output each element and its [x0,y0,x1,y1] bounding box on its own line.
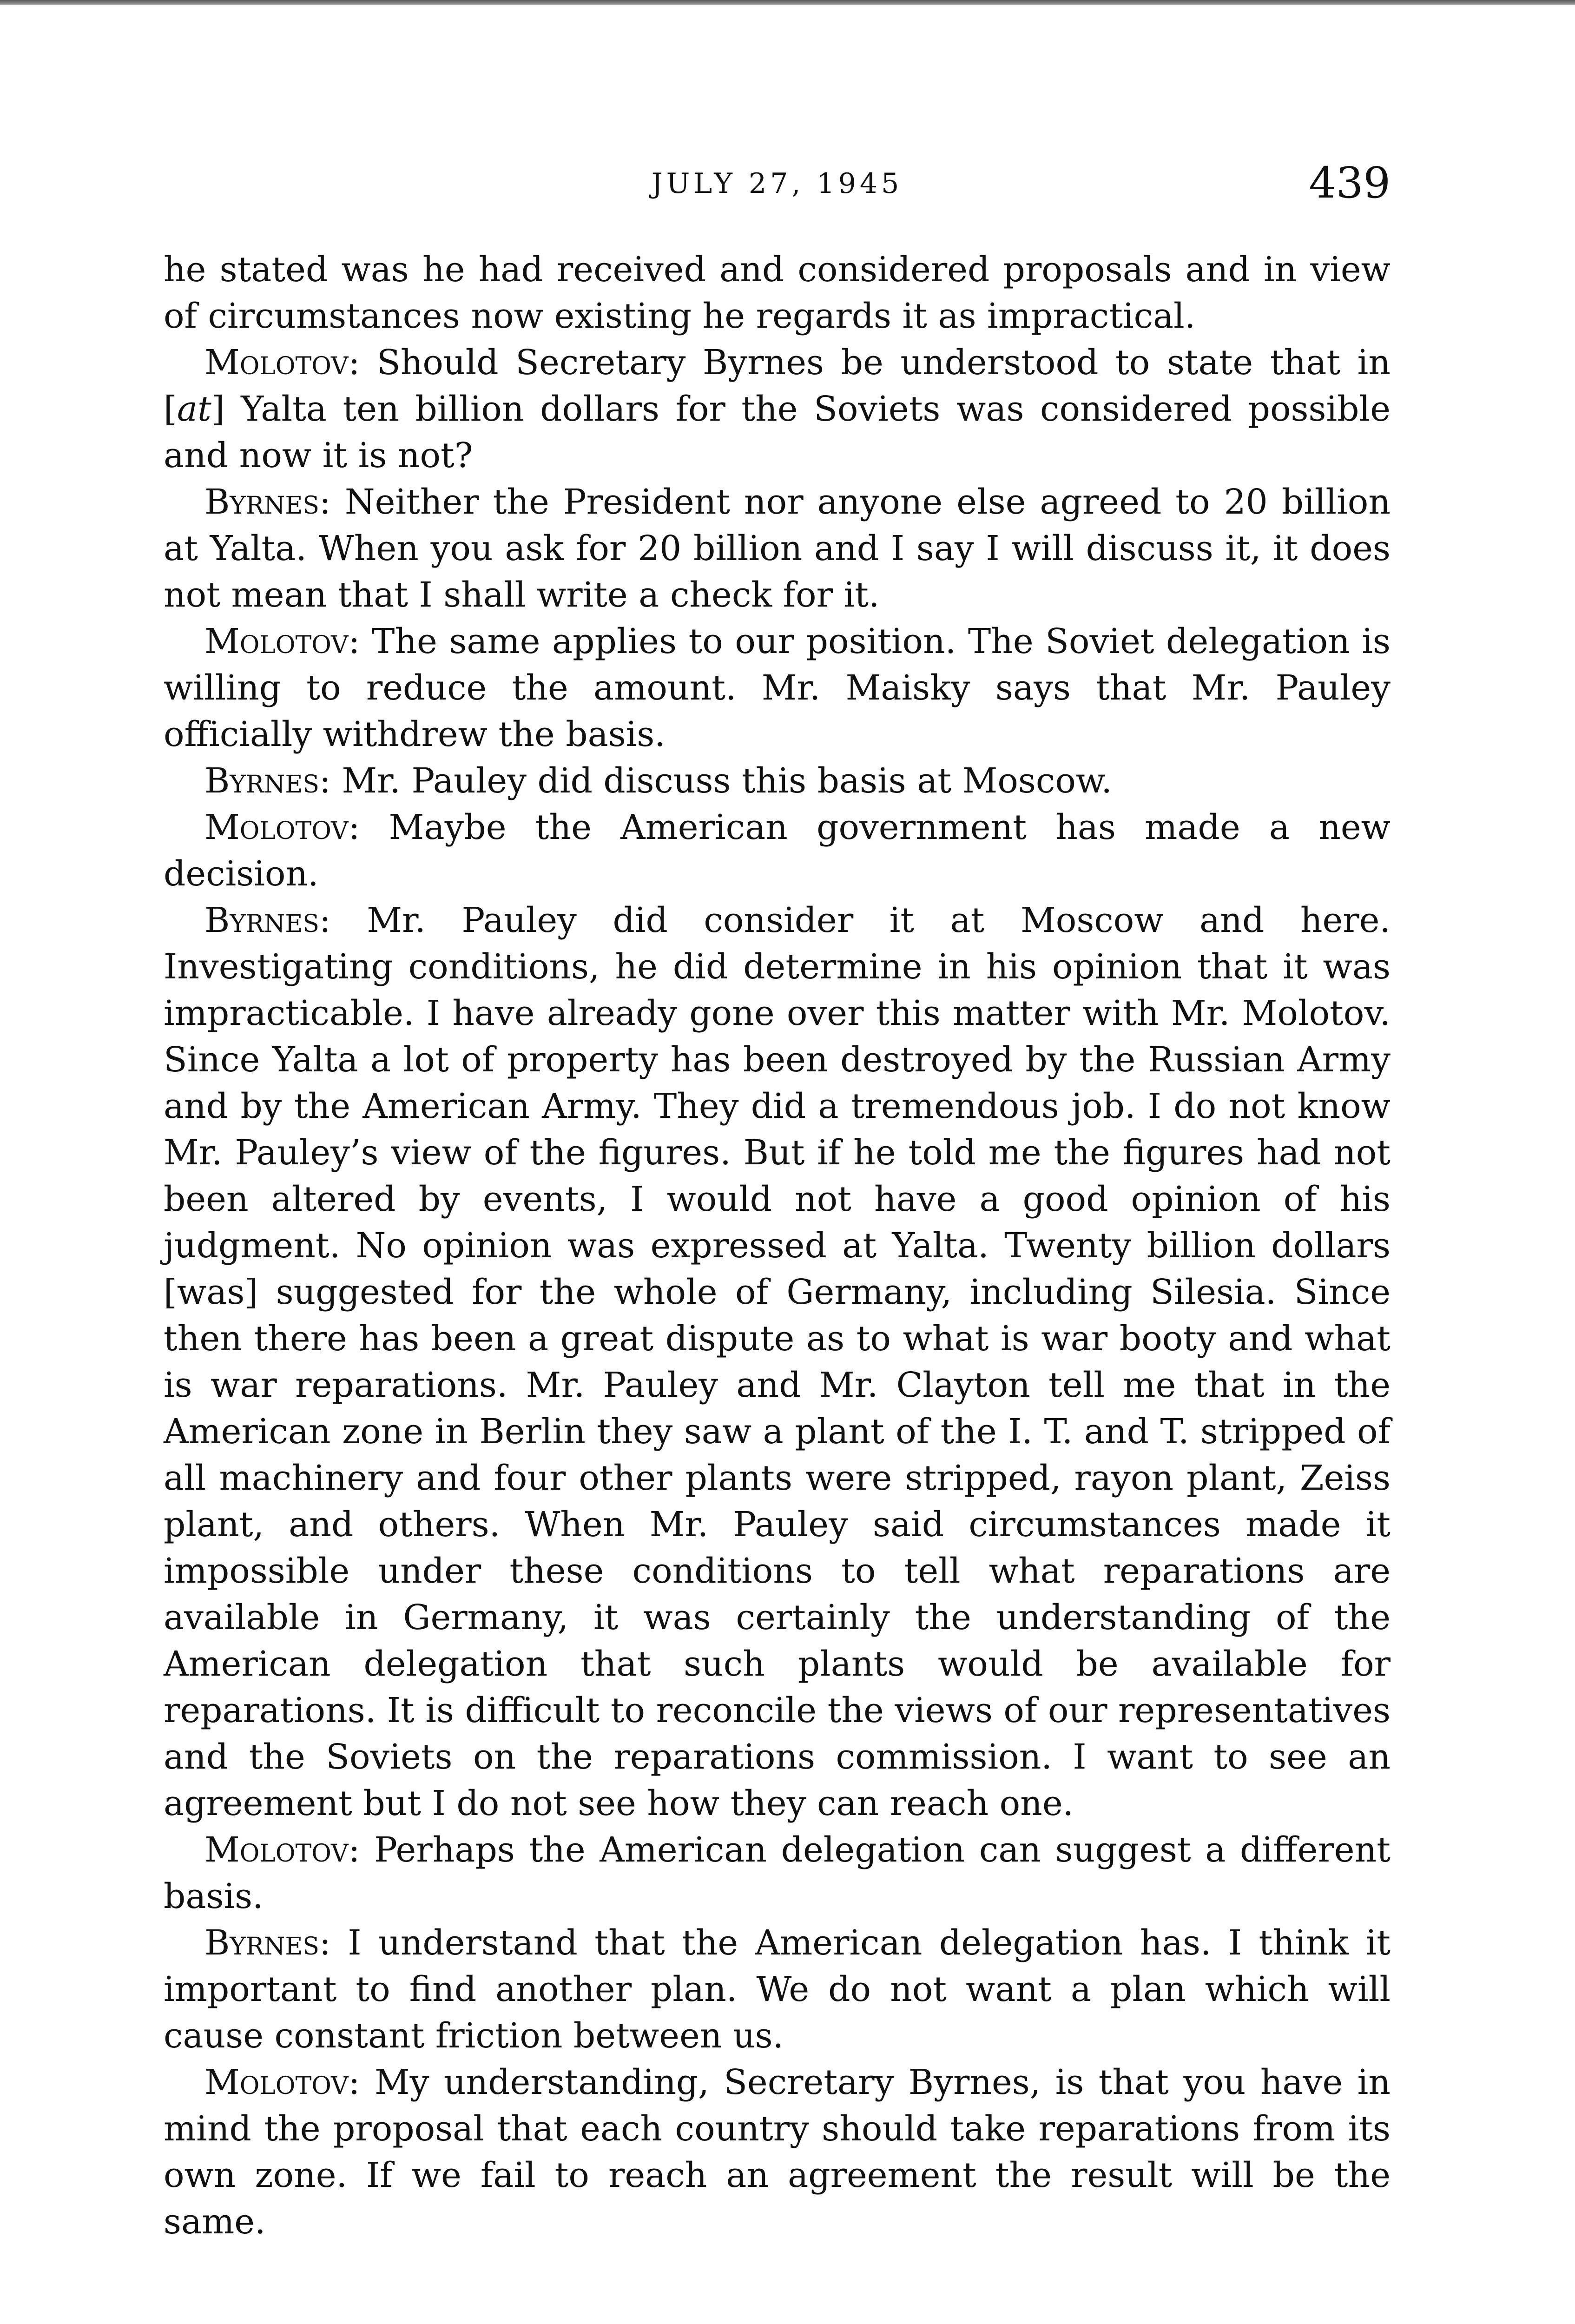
top-rule [0,0,1575,5]
paragraph-text-after: ] Yalta ten billion dollars for the Soviets was considered possible and now it is not? [164,389,1390,475]
speaker-name: Molotov: [204,621,360,661]
paragraph-text: The same applies to our position. The Soviet delegation is willing to reduce the amount. Mr. Maisky says that Mr. Pauley officially withdrew the basis. [164,621,1390,754]
running-head-date: JULY 27, 1945 [651,167,903,200]
speaker-name: Byrnes: [204,900,331,940]
speaker-name: Molotov: [204,1830,360,1870]
paragraph-molotov [164,1827,1390,1920]
paragraph-molotov [164,2059,1390,2245]
paragraph-molotov [164,804,1390,897]
speaker-name: Byrnes: [204,482,331,522]
paragraph-text: Neither the President nor anyone else agreed to 20 billion at Yalta. When you ask for 20 billion and I say I will discuss it, it does not mean that I shall write a check for it. [164,482,1390,615]
paragraph-text: I understand that the American delegation has. I think it important to find another plan. We do not want a plan which will cause constant friction between us. [164,1923,1390,2056]
paragraph-byrnes [164,897,1390,1827]
paragraph-byrnes [164,758,1390,804]
paragraph-continuation [164,246,1390,339]
page-number: 439 [1309,158,1390,208]
speaker-name: Molotov: [204,343,360,383]
paragraph-text: My understanding, Secretary Byrnes, is that you have in mind the proposal that each country should take reparations from its own zone. If we fail to reach an agreement the result will be the same. [164,2062,1390,2242]
paragraph-text: Perhaps the American delegation can suggest a different basis. [164,1830,1390,1916]
paragraph-molotov [164,339,1390,479]
paragraph-molotov [164,618,1390,758]
speaker-name: Byrnes: [204,761,331,801]
speaker-name: Molotov: [204,2062,360,2102]
speaker-name: Molotov: [204,807,360,847]
paragraph-byrnes [164,479,1390,618]
paragraph-text: Mr. Pauley did consider it at Moscow and here. Investigating conditions, he did determine in his opinion that it was impracticable. I have already gone over this matter with Mr. Molotov. Since Yalta a lot of property has been destroyed by the Russian Army and by the American Army. They did a tremendous job. I do not know Mr. Pauley’s view of the figures. But if he told me the figures had not been altered by events, I would not have a good opinion of his judgment. No opinion was expressed at Yalta. Twenty billion dollars [was] suggested for the whole of Germany, including Silesia. Since then there has been a great dispute as to what is war booty and what is war reparations. Mr. Pauley and Mr. Clayton tell me that in the American zone in Berlin they saw a plant of the I. T. and T. stripped of all machinery and four other plants were stripped, rayon plant, Zeiss plant, and others. When Mr. Pauley said circumstances made it impossible under these conditions to tell what reparations are available in Germany, it was certainly the understanding of the American delegation that such plants would be available for reparations. It is difficult to reconcile the views of our representatives and the Soviets on the reparations commission. I want to see an agreement but I do not see how they can reach one. [164,900,1390,1823]
paragraph-byrnes [164,1920,1390,2059]
paragraph-text: he stated was he had received and considered proposals and in view of circumstances now existing he regards it as impractical. [164,250,1390,336]
speaker-name: Byrnes: [204,1923,331,1963]
paragraph-text: Maybe the American government has made a new decision. [164,807,1390,894]
running-head [164,158,1390,209]
editorial-insertion: at [177,389,211,429]
paragraph-text: Mr. Pauley did discuss this basis at Moscow. [330,761,1112,801]
text-body [164,246,1390,2245]
paragraph-text: Should Secretary Byrnes be understood to state that in [ [164,343,1390,429]
